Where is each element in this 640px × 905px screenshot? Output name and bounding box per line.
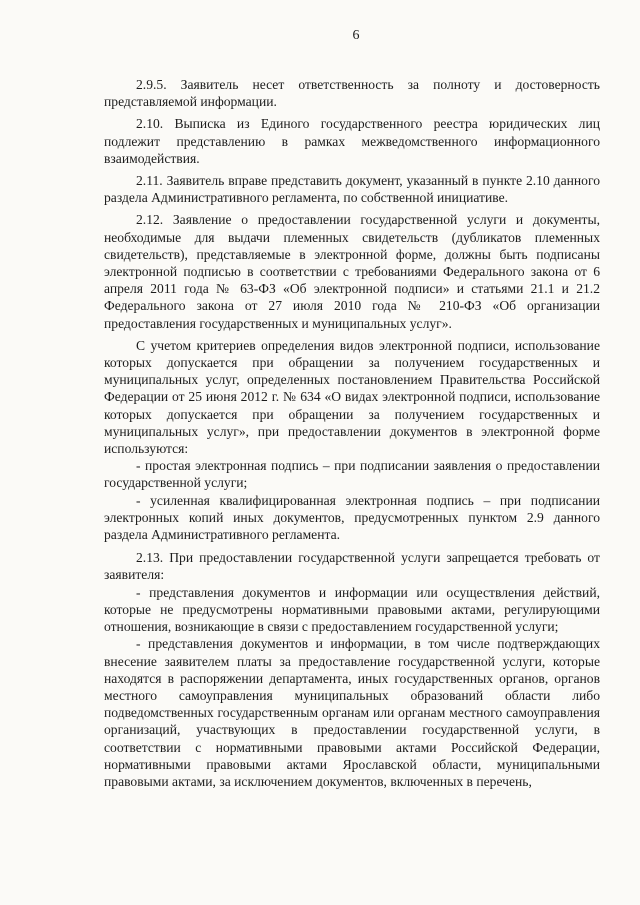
paragraph-2-11: 2.11. Заявитель вправе представить документ, указанный в пункте 2.10 данного раздела Административного регламента, по собственной инициативе.	[104, 173, 600, 206]
paragraph-2-13: 2.13. При предоставлении государственной услуги запрещается требовать от заявителя:	[104, 550, 600, 583]
paragraph-2-12: 2.12. Заявление о предоставлении государственной услуги и документы, необходимые для выдачи племенных свидетельств (дубликатов племенных свидетельств), представляемые в электронной форме, должны быть подписаны электронной подписью в соответствии с требованиями Федерального закона от 6 апреля 2011 года № 63-ФЗ «Об электронной подписи» и статьями 21.1 и 21.2 Федерального закона от 27 июля 2010 года № 210-ФЗ «Об организации предоставления государственных и муниципальных услуг».	[104, 212, 600, 331]
paragraph-2-10: 2.10. Выписка из Единого государственного реестра юридических лиц подлежит представлению в рамках межведомственного информационного взаимодействия.	[104, 116, 600, 166]
paragraph-signature-criteria: С учетом критериев определения видов электронной подписи, использование которых допускается при обращении за получением государственных и муниципальных услуг, определенных постановлением Правительства Российской Федерации от 25 июня 2012 г. № 634 «О видах электронной подписи, использование которых допускается при обращении за получением государственных и муниципальных услуг», при предоставлении документов в электронной форме используются:	[104, 337, 600, 457]
list-item-simple-signature: - простая электронная подпись – при подписании заявления о предоставлении государственной услуги;	[104, 458, 600, 491]
page-number: 6	[352, 28, 360, 43]
list-item-prohibited-actions: - представления документов и информации или осуществления действий, которые не предусмотрены нормативными правовыми актами, регулирующими отношения, возникающие в связи с предоставлением государственной услуги;	[104, 584, 600, 635]
document-body	[104, 76, 600, 790]
list-item-prohibited-documents: - представления документов и информации, в том числе подтверждающих внесение заявителем платы за предоставление государственной услуги, которые находятся в распоряжении департамента, иных государственных органов, органов местного самоуправления муниципальных образований области либо подведомственных государственным органам или органам местного самоуправления организаций, участвующих в предоставлении государственной услуги, в соответствии с нормативными правовыми актами Российской Федерации, нормативными правовыми актами Ярославской области, муниципальными правовыми актами, за исключением документов, включенных в перечень,	[104, 636, 600, 789]
paragraph-2-9-5: 2.9.5. Заявитель несет ответственность за полноту и достоверность представляемой информации.	[104, 77, 600, 110]
list-item-qualified-signature: - усиленная квалифицированная электронная подпись – при подписании электронных копий иных документов, предусмотренных пунктом 2.9 данного раздела Административного регламента.	[104, 492, 600, 543]
